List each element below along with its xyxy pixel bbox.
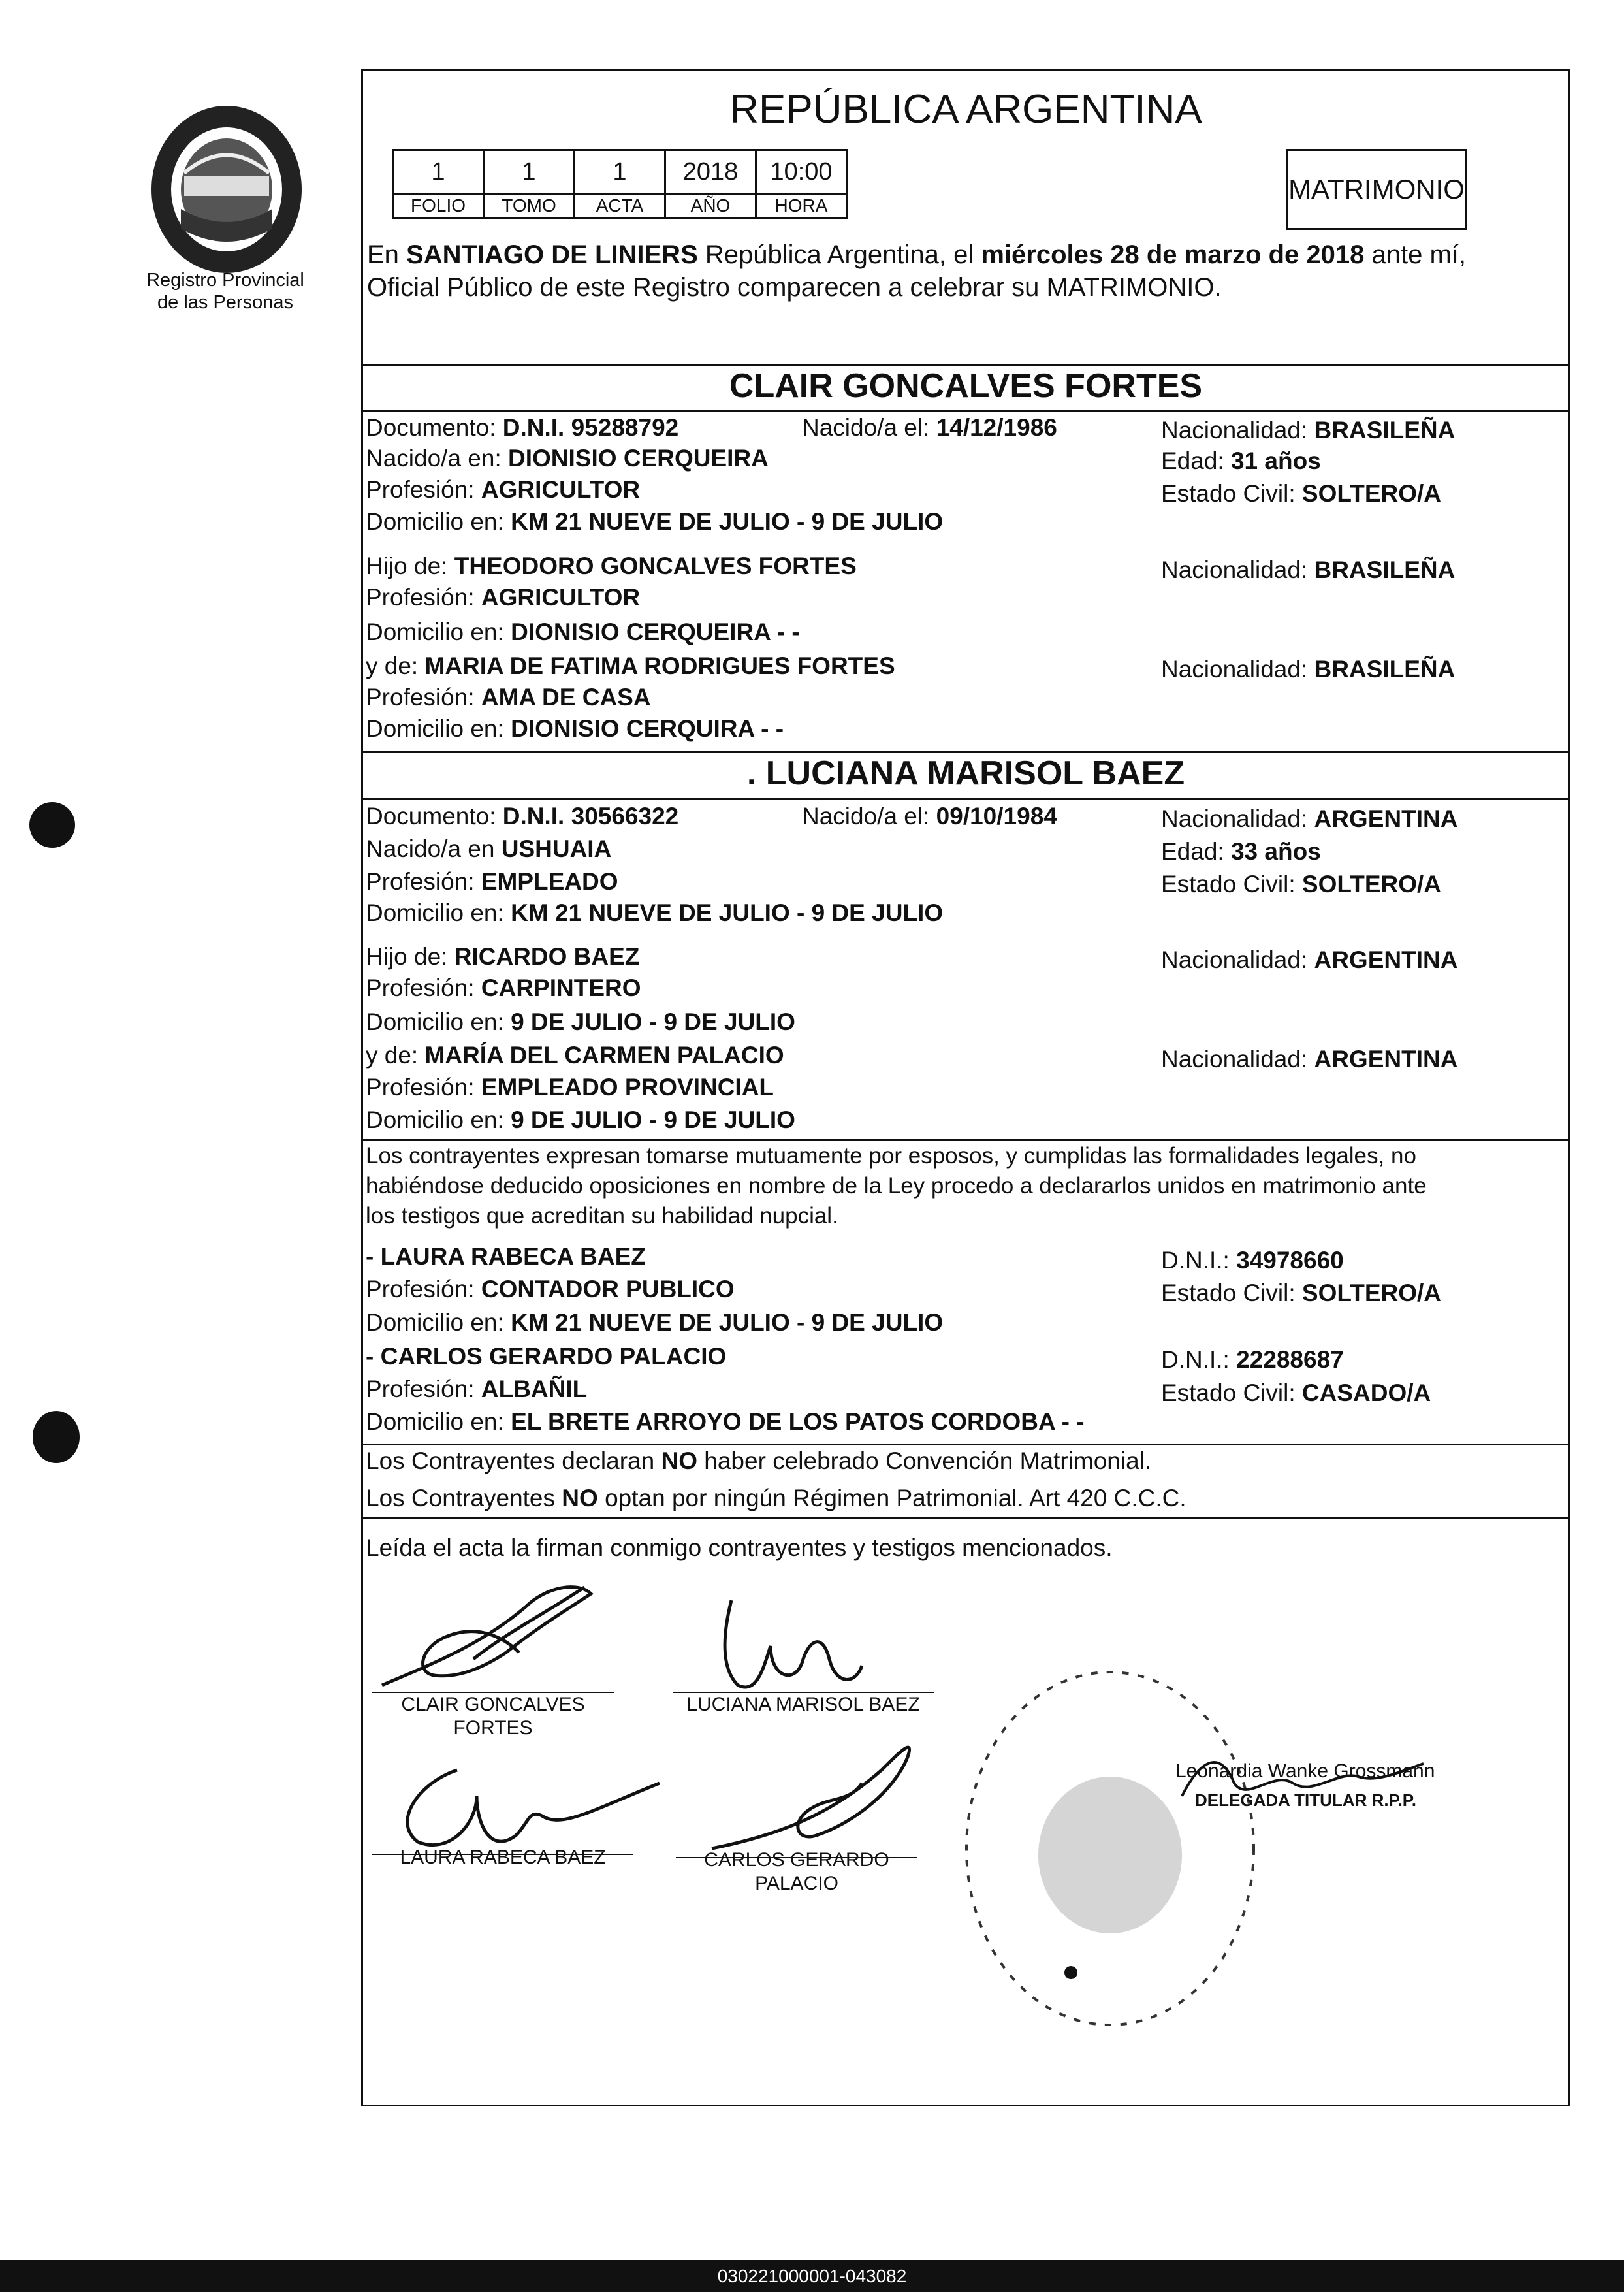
witness2-dni: D.N.I.: 22288687 [1161,1346,1344,1373]
witness2-signature-label-2: PALACIO [755,1873,838,1894]
record-type-box: MATRIMONIO [1286,149,1467,230]
record-table [392,149,848,219]
bride-mother-nationality: Nacionalidad: ARGENTINA [1161,1046,1458,1073]
province-seal [145,98,308,274]
witness1-signature-label: LAURA RABECA BAEZ [400,1847,606,1868]
bride-father: Hijo de: RICARDO BAEZ [366,943,640,970]
groom-mother-nationality: Nacionalidad: BRASILEÑA [1161,656,1456,683]
bride-address: Domicilio en: KM 21 NUEVE DE JULIO - 9 DE JULIO [366,899,944,926]
bride-father-profession: Profesión: CARPINTERO [366,975,641,1001]
hora-value: 10:00 [756,150,847,194]
groom-birthdate: Nacido/a el: 14/12/1986 [802,414,1057,441]
country-title: REPÚBLICA ARGENTINA [729,87,1202,132]
groom-civil-status: Estado Civil: SOLTERO/A [1161,480,1442,507]
witness1-address: Domicilio en: KM 21 NUEVE DE JULIO - 9 DE JULIO [366,1309,944,1336]
bride-mother: y de: MARÍA DEL CARMEN PALACIO [366,1042,784,1069]
bride-nationality: Nacionalidad: ARGENTINA [1161,805,1458,832]
witness2-name: - CARLOS GERARDO PALACIO [366,1343,727,1370]
groom-signature-label-2: FORTES [453,1717,533,1739]
groom-father-address: Domicilio en: DIONISIO CERQUEIRA - - [366,619,800,645]
witness1-name: - LAURA RABECA BAEZ [366,1243,646,1270]
scan-mark [33,1411,80,1463]
bride-father-address: Domicilio en: 9 DE JULIO - 9 DE JULIO [366,1009,795,1035]
bride-birthdate: Nacido/a el: 09/10/1984 [802,803,1057,830]
groom-age: Edad: 31 años [1161,447,1321,474]
divider [361,1517,1570,1519]
groom-name: CLAIR GONCALVES FORTES [729,367,1203,405]
groom-mother-profession: Profesión: AMA DE CASA [366,684,651,711]
witness1-civil-status: Estado Civil: SOLTERO/A [1161,1280,1442,1306]
tomo-value: 1 [484,150,575,194]
bride-mother-profession: Profesión: EMPLEADO PROVINCIAL [366,1074,774,1101]
bride-profession: Profesión: EMPLEADO [366,868,618,895]
bride-document: Documento: D.N.I. 30566322 [366,803,679,830]
hora-label: HORA [756,194,847,218]
officer-name: Leonardia Wanke Grossmann [1175,1760,1435,1782]
groom-profession: Profesión: AGRICULTOR [366,476,641,503]
witness1-profession: Profesión: CONTADOR PUBLICO [366,1276,735,1302]
groom-document: Documento: D.N.I. 95288792 [366,414,679,441]
bride-name: . LUCIANA MARISOL BAEZ [746,754,1185,792]
scan-mark [29,802,75,848]
groom-birthplace: Nacido/a en: DIONISIO CERQUEIRA [366,445,769,472]
bride-mother-address: Domicilio en: 9 DE JULIO - 9 DE JULIO [366,1106,795,1133]
witness2-civil-status: Estado Civil: CASADO/A [1161,1380,1431,1406]
officer-title: DELEGADA TITULAR R.P.P. [1195,1790,1417,1810]
groom-father-profession: Profesión: AGRICULTOR [366,584,641,611]
bride-age: Edad: 33 años [1161,838,1321,865]
groom-signature [375,1568,624,1698]
divider [361,1444,1570,1445]
tomo-label: TOMO [484,194,575,218]
declaration-line1: Los contrayentes expresan tomarse mutuamente por esposos, y cumplidas las formalidades legales, no [366,1143,1416,1169]
groom-address: Domicilio en: KM 21 NUEVE DE JULIO - 9 DE JULIO [366,508,944,535]
declaration-line3: los testigos que acreditan su habilidad nupcial. [366,1203,838,1229]
witness2-profession: Profesión: ALBAÑIL [366,1376,588,1402]
bride-birthplace: Nacido/a en USHUAIA [366,835,612,862]
groom-nationality: Nacionalidad: BRASILEÑA [1161,417,1456,444]
intro-line2: Oficial Público de este Registro comparecen a celebrar su MATRIMONIO. [367,273,1222,302]
closing-statement: Leída el acta la firman conmigo contrayentes y testigos mencionados. [366,1534,1113,1561]
intro-line1: En SANTIAGO DE LINIERS República Argentina, el miércoles 28 de marzo de 2018 ante mí, [367,240,1466,269]
groom-mother-address: Domicilio en: DIONISIO CERQUIRA - - [366,715,784,742]
bride-signature [692,1587,888,1705]
witness1-dni: D.N.I.: 34978660 [1161,1247,1344,1274]
ano-value: 2018 [665,150,756,194]
ano-label: AÑO [665,194,756,218]
bride-signature-label: LUCIANA MARISOL BAEZ [686,1694,920,1715]
groom-mother: y de: MARIA DE FATIMA RODRIGUES FORTES [366,653,895,679]
groom-father-nationality: Nacionalidad: BRASILEÑA [1161,557,1456,583]
witness2-signature [699,1731,934,1862]
groom-signature-label-1: CLAIR GONCALVES [401,1694,585,1715]
convention-line1: Los Contrayentes declaran NO haber celebrado Convención Matrimonial. [366,1447,1152,1474]
convention-line2: Los Contrayentes NO optan por ningún Régimen Patrimonial. Art 420 C.C.C. [366,1485,1186,1511]
folio-label: FOLIO [393,194,484,218]
witness2-signature-label-1: CARLOS GERARDO [704,1849,889,1871]
registry-name-line2: de las Personas [157,292,293,313]
divider [361,798,1570,800]
footer-code: 030221000001-043082 [0,2260,1624,2292]
divider [361,410,1570,412]
folio-value: 1 [393,150,484,194]
official-stamp [953,1659,1267,2038]
acta-label: ACTA [575,194,665,218]
groom-father: Hijo de: THEODORO GONCALVES FORTES [366,553,857,579]
declaration-line2: habiéndose deducido oposiciones en nombre de la Ley procedo a declararlos unidos en matrimonio ante [366,1173,1427,1199]
witness2-address: Domicilio en: EL BRETE ARROYO DE LOS PATOS CORDOBA - - [366,1408,1085,1435]
bride-civil-status: Estado Civil: SOLTERO/A [1161,871,1442,897]
bride-father-nationality: Nacionalidad: ARGENTINA [1161,946,1458,973]
divider [361,1139,1570,1141]
registry-name-line1: Registro Provincial [146,270,304,291]
acta-value: 1 [575,150,665,194]
